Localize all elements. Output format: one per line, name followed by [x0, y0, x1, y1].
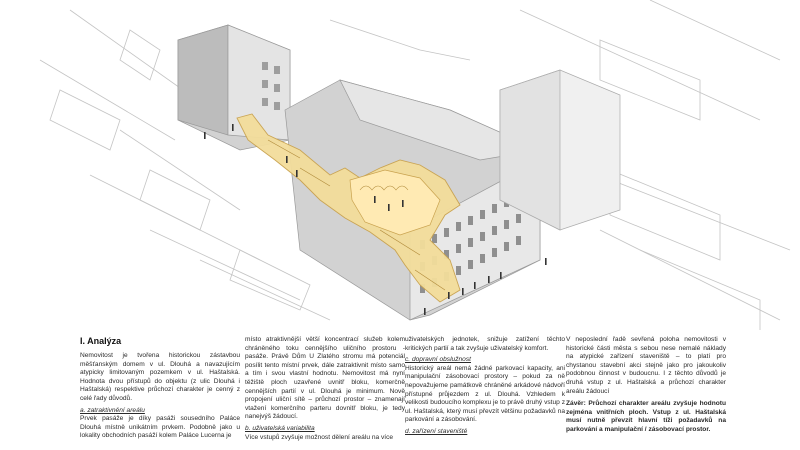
paragraph-b-continued: uživatelských jednotek, snižuje zatížení těchto kritických partií a tak zvyšuje uživatelský komfort.: [405, 336, 565, 352]
subheading-a: a. zatraktivnění areálu: [80, 406, 145, 414]
text-column-1: [80, 336, 240, 444]
paragraph-c: Historický areál nemá žádné parkovací kapacity, ani manipulační zásobovací prostory – pokud za ně nepovažujeme památkově chráněné arkádové nádvoří přístupné průjezdem z ul. Dlouhá. Vzhledem k velikosti budoucího komplexu je to právě druhý vstup z ul. Haštalská, který musí převzít většinu požadavků na parkování a zásobování.: [405, 364, 565, 424]
text-column-2: [245, 336, 405, 445]
neighbour-right: [500, 70, 620, 230]
paragraph-d: V neposlední řadě sevřená poloha nemovitosti v historické části města s sebou nese nemalé náklady na atypické zařízení staveniště – to platí pro chystanou stavební akci stejně jako pro jakoukoliv podobnou činnost v budoucnu. I z těchto důvodů je druhá vstup z ul. Haštalská a průchozí charakter areálu žádoucí: [566, 336, 726, 395]
conclusion: Závěr: Průchozí charakter areálu zvyšuje hodnotu zejména vnitřních ploch. Vstup z ul. Haštalská musí nutně převzít hlavní tíži požadavků na parkování a manipulační / zásobovací prostor.: [566, 400, 726, 433]
paragraph-a-continued: místo atraktivnější větší koncentrací služeb kolem chráněného toku cennějšího uličního prostoru - pasáže. Právě Dům U Zlatého stromu má potenciál posílit tento místní prvek, dále zatraktivnit místo samo a tím i svou vlastní hodnotu. Nemovitost má nyní těžiště ploch uzavřené uvnitř bloku, komerčně cennějších partií v ul. Dlouhá je minimum. Nově propojení uliční sítě – průchozí prostor – znamenají vtažení komerčního parteru dovnitř bloku, je tedy nanejvýš žádoucí.: [245, 336, 405, 421]
text-column-4: [566, 336, 726, 438]
subheading-c: c. dopravní obslužnost: [405, 356, 471, 364]
paragraph-b: Více vstupů zvyšuje možnost dělení areálu na více: [245, 433, 394, 441]
subheading-b: b. uživatelská variabilita: [245, 424, 315, 432]
section-title: I. Analýza: [80, 336, 122, 346]
intro-paragraph: Nemovitost je tvořena historickou zástavbou měšťanským domem v ul. Dlouhá a navazujícím atypicky limitovaným pozemkem v ul. Haštalská. Hodnota dvou přístupů do objektu (z ulic Dlouhá i Haštalská) respektive průchozí charakter je cenný z celé řady důvodů.: [80, 352, 240, 402]
subheading-d: d. zařízení staveniště: [405, 427, 468, 435]
text-column-3: [405, 336, 565, 437]
paragraph-a: Prvek pasáže je díky pasáži sousedního Paláce Dlouhá místně unikátním prvkem. Podobně jako u lokality obchodních pasáží kolem Paláce Lucerna je: [80, 415, 240, 440]
neighbour-tower: [178, 25, 290, 150]
